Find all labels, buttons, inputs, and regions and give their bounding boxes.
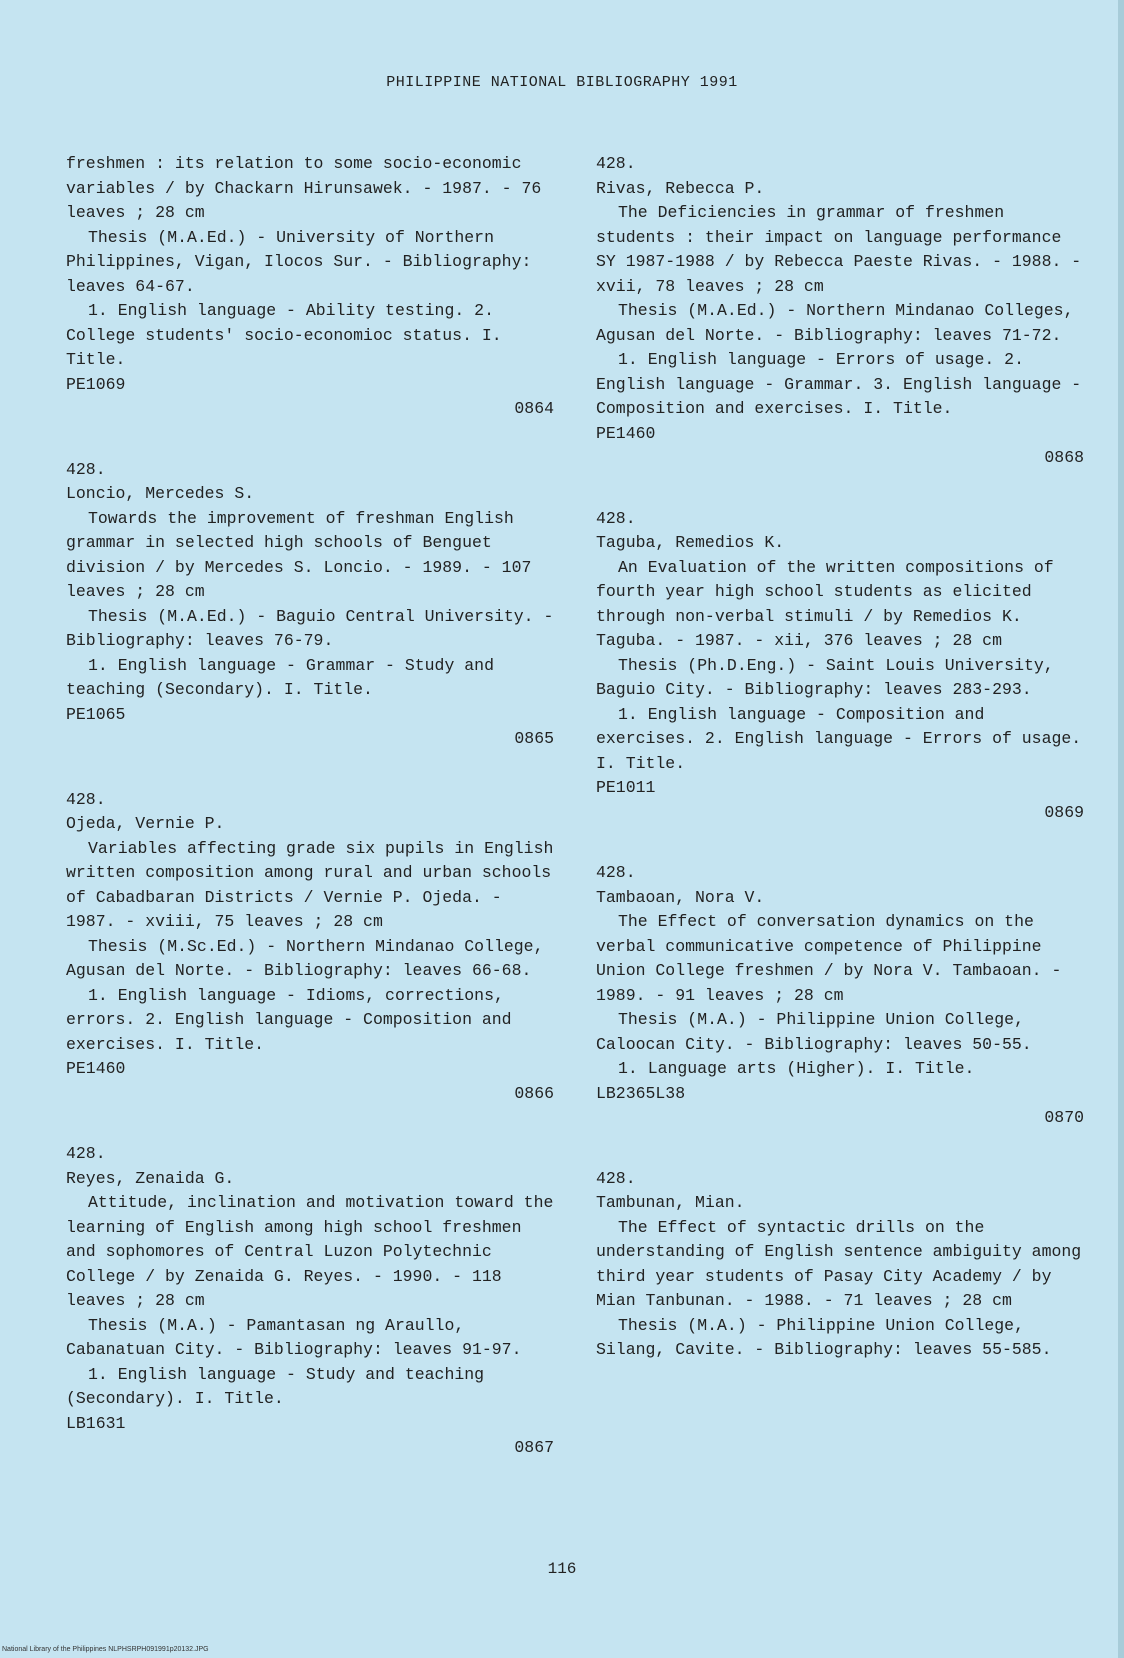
entry-author: Reyes, Zenaida G.: [66, 1168, 235, 1188]
entry-title: The Effect of conversation dynamics on the verbal communicative competence of Philippine Union College freshmen / by Nora V. Tambaoan. - 1989. - 91 leaves ; 28 cm: [596, 912, 1062, 1005]
bibliography-entry: [66, 1142, 554, 1461]
entry-call-number: PE1460: [596, 423, 656, 443]
entry-class-number: 428.: [596, 1168, 636, 1188]
bibliography-entry: [596, 1167, 1084, 1363]
entry-author: Tambaoan, Nora V.: [596, 887, 765, 907]
bibliography-entry: [66, 458, 554, 752]
entry-title: Attitude, inclination and motivation toward the learning of English among high school freshmen and sophomores of Central Luzon Polytechnic College / by Zenaida G. Reyes. - 1990. - 118 leaves ; 28 cm: [66, 1193, 554, 1310]
entry-note: Thesis (M.A.) - Philippine Union College, Silang, Cavite. - Bibliography: leaves 55-585.: [596, 1315, 1052, 1359]
entry-title: freshmen : its relation to some socio-economic variables / by Chackarn Hirunsawek. - 1987. - 76 leaves ; 28 cm: [66, 154, 542, 222]
entry-subjects: 1. English language - Idioms, corrections, errors. 2. English language - Composition and exercises. I. Title.: [66, 985, 512, 1054]
running-header: PHILIPPINE NATIONAL BIBLIOGRAPHY 1991: [386, 74, 738, 91]
entry-note: Thesis (Ph.D.Eng.) - Saint Louis University, Baguio City. - Bibliography: leaves 283-293.: [596, 655, 1054, 699]
left-column: [66, 152, 554, 1461]
entry-class-number: 428.: [66, 459, 106, 479]
entry-record-number: 0868: [1044, 448, 1084, 467]
entry-record-number: 0865: [514, 729, 554, 748]
entry-call-number: PE1069: [66, 374, 126, 394]
entry-author: Taguba, Remedios K.: [596, 533, 785, 552]
entry-call-number: PE1065: [66, 704, 126, 724]
entry-author: Ojeda, Vernie P.: [66, 814, 225, 833]
bibliography-entry: [596, 861, 1084, 1131]
entry-author: Loncio, Mercedes S.: [66, 484, 255, 503]
scan-footer: National Library of the Philippines NLPHSRPH091991p20132.JPG: [2, 1646, 209, 1653]
entry-subjects: 1. English language - Grammar - Study and teaching (Secondary). I. Title.: [66, 655, 494, 699]
entry-record-number: 0869: [1044, 802, 1084, 822]
entry-class-number: 428.: [66, 789, 106, 809]
entry-class-number: 428.: [66, 1144, 106, 1163]
entry-subjects: 1. English language - Ability testing. 2. College students' socio-economioc status. I. Title.: [66, 301, 502, 369]
entry-call-number: LB1631: [66, 1413, 126, 1433]
entry-title: An Evaluation of the written compositions of fourth year high school students as elicited through non-verbal stimuli / by Remedios K. Taguba. - 1987. - xii, 376 leaves ; 28 cm: [596, 557, 1054, 650]
entry-subjects: 1. English language - Errors of usage. 2. English language - Grammar. 3. English language - Composition and exercises. I. Title.: [596, 350, 1082, 418]
entry-call-number: PE1011: [596, 778, 656, 797]
entry-class-number: 428.: [596, 508, 636, 528]
entry-author: Rivas, Rebecca P.: [596, 178, 765, 198]
entry-record-number: 0866: [514, 1083, 554, 1103]
scan-edge: [1118, 0, 1124, 1658]
entry-class-number: 428.: [596, 154, 636, 173]
entry-author: Tambunan, Mian.: [596, 1193, 745, 1212]
entry-note: Thesis (M.A.Ed.) - Baguio Central University. - Bibliography: leaves 76-79.: [66, 606, 554, 650]
entry-subjects: 1. English language - Composition and exercises. 2. English language - Errors of usage. I. Title.: [596, 704, 1082, 773]
continued-entry: [66, 152, 554, 422]
entry-record-number: 0870: [1044, 1108, 1084, 1127]
entry-subjects: 1. Language arts (Higher). I. Title.: [618, 1059, 975, 1078]
bibliography-entry: [596, 152, 1084, 471]
entry-subjects: 1. English language - Study and teaching (Secondary). I. Title.: [66, 1364, 485, 1408]
entry-record-number: 0864: [514, 399, 554, 418]
entry-note: Thesis (M.A.Ed.) - University of Northern Philippines, Vigan, Ilocos Sur. - Bibliography: leaves 64-67.: [66, 227, 532, 296]
entry-note: Thesis (M.A.Ed.) - Northern Mindanao Colleges, Agusan del Norte. - Bibliography: leaves 71-72.: [596, 301, 1074, 345]
entry-note: Thesis (M.A.) - Pamantasan ng Araullo, Cabanatuan City. - Bibliography: leaves 91-97.: [66, 1315, 522, 1359]
entry-title: The Deficiencies in grammar of freshmen students : their impact on language performance SY 1987-1988 / by Rebecca Paeste Rivas. - 1988. - xvii, 78 leaves ; 28 cm: [596, 203, 1082, 296]
entry-title: The Effect of syntactic drills on the understanding of English sentence ambiguity among third year students of Pasay City Academy / by Mian Tanbunan. - 1988. - 71 leaves ; 28 cm: [596, 1217, 1082, 1310]
bibliography-entry: [596, 507, 1084, 826]
page-number: 116: [547, 1560, 577, 1578]
entry-call-number: PE1460: [66, 1059, 126, 1078]
bibliography-entry: [66, 788, 554, 1107]
entry-note: Thesis (M.Sc.Ed.) - Northern Mindanao College, Agusan del Norte. - Bibliography: leaves 66-68.: [66, 936, 544, 980]
entry-record-number: 0867: [514, 1438, 554, 1457]
entry-title: Towards the improvement of freshman English grammar in selected high schools of Benguet division / by Mercedes S. Loncio. - 1989. - 107 leaves ; 28 cm: [66, 508, 532, 601]
right-column: [596, 152, 1084, 1363]
entry-call-number: LB2365L38: [596, 1083, 686, 1103]
entry-class-number: 428.: [596, 863, 636, 882]
entry-title: Variables affecting grade six pupils in English written composition among rural and urban schools of Cabadbaran Districts / Vernie P. Ojeda. - 1987. - xviii, 75 leaves ; 28 cm: [66, 838, 554, 931]
entry-note: Thesis (M.A.) - Philippine Union College, Caloocan City. - Bibliography: leaves 50-55.: [596, 1010, 1032, 1054]
